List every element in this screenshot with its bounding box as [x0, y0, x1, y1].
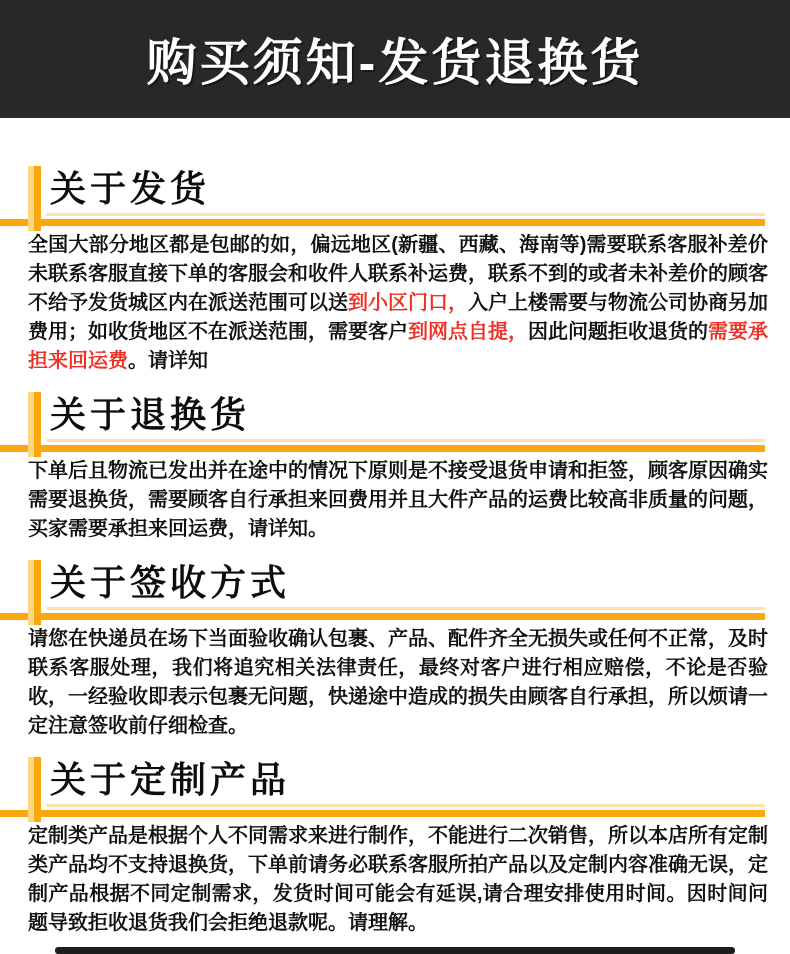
section-returns: [0, 390, 790, 544]
section-title-shipping: 关于发货: [50, 168, 211, 209]
orange-divider: [0, 810, 765, 817]
text-run: 。请详知: [128, 350, 208, 372]
text-run: 入户上楼需要与物流公司协商另加费用；如收货地区不在派送范围，需要客户: [28, 292, 768, 343]
section-accent-bar-icon: [28, 166, 41, 231]
section-accent-bar-icon: [28, 560, 41, 625]
page-title: 购买须知-发货退换货: [146, 35, 644, 91]
section-paragraph-signoff: [28, 625, 768, 741]
section-paragraph-custom: [28, 822, 768, 938]
text-run-red: 到网点自提，: [408, 321, 528, 343]
section-paragraph-returns: [28, 457, 768, 544]
text-run: 定制类产品是根据个人不同需求来进行制作，不能进行二次销售，所以本店所有定制类产品均不支持退换货，下单前请务必联系客服所拍产品以及定制内容准确无误，定制产品根据不同定制需求，发货时间可能会有延误,请合理安排使用时间。因时间问题导致拒收退货我们会拒绝退款呢。请理解。: [28, 825, 768, 934]
text-run-red: 需要承担来回运费: [28, 321, 768, 372]
section-title-returns: 关于退换货: [50, 394, 251, 435]
section-heading-row: [0, 755, 790, 810]
text-run-red: 到小区门口，: [348, 292, 468, 314]
section-shipping: [0, 164, 790, 376]
orange-divider: [0, 219, 765, 226]
thin-divider: [46, 607, 765, 610]
text-run: 全国大部分地区都是包邮的如，偏远地区(新疆、西藏、海南等)需要联系客服补差价未联系客服直接下单的客服会和收件人联系补运费，联系不到的或者未补差价的顾客不给予发货城区内在派送范围可以送: [28, 234, 768, 314]
section-heading-row: [0, 164, 790, 219]
section-title-custom: 关于定制产品: [50, 759, 291, 800]
page-banner: [0, 0, 790, 118]
text-run: 因此问题拒收退货的: [528, 321, 708, 343]
section-title-signoff: 关于签收方式: [50, 562, 291, 603]
section-heading-row: [0, 558, 790, 613]
orange-divider: [0, 613, 765, 620]
orange-divider: [0, 445, 765, 452]
section-accent-bar-icon: [28, 392, 41, 457]
section-accent-bar-icon: [28, 757, 41, 822]
section-paragraph-shipping: [28, 231, 768, 376]
thin-divider: [46, 213, 765, 216]
next-banner-edge: [55, 947, 735, 954]
text-run: 下单后且物流已发出并在途中的情况下原则是不接受退货申请和拒签，顾客原因确实需要退换货，需要顾客自行承担来回费用并且大件产品的运费比较高非质量的问题，买家需要承担来回运费，请详知。: [28, 460, 768, 540]
section-custom-products: [0, 755, 790, 938]
section-signoff: [0, 558, 790, 741]
thin-divider: [46, 804, 765, 807]
section-heading-row: [0, 390, 790, 445]
thin-divider: [46, 439, 765, 442]
text-run: 请您在快递员在场下当面验收确认包裹、产品、配件齐全无损失或任何不正常，及时联系客服处理，我们将追究相关法律责任，最终对客户进行相应赔偿，不论是否验收，一经验收即表示包裹无问题，快递途中造成的损失由顾客自行承担，所以烦请一定注意签收前仔细检查。: [28, 628, 768, 737]
